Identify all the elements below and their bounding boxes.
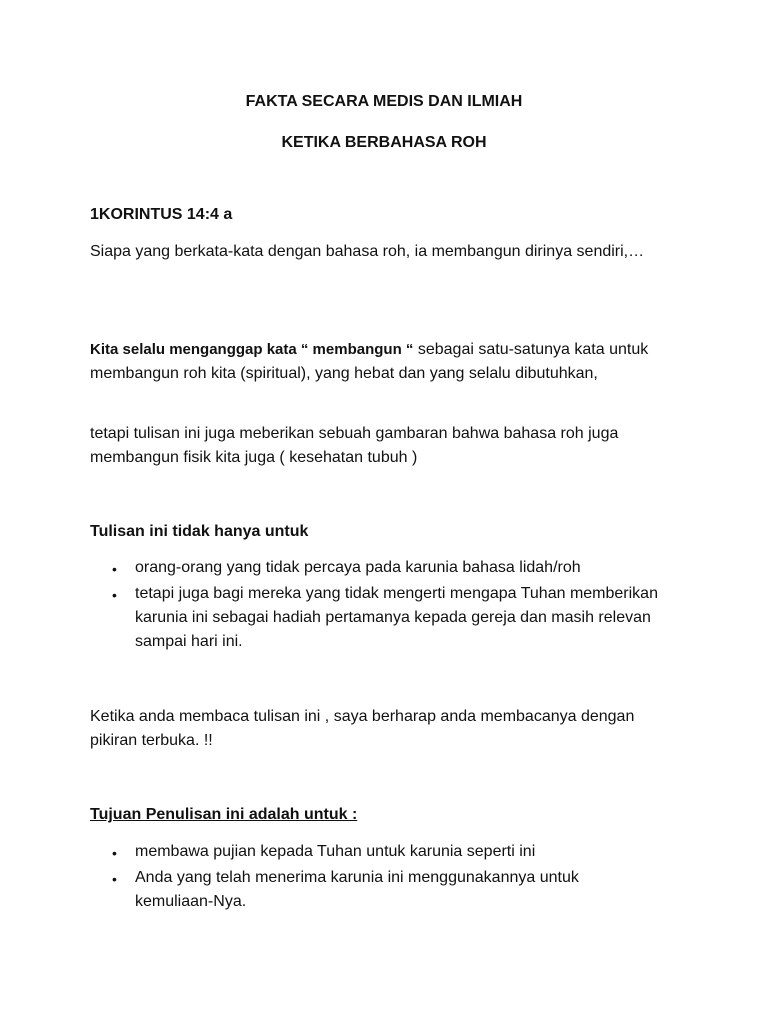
bullet-icon: • [112,561,117,577]
paragraph-1 [90,338,680,386]
title-line-2: KETIKA BERBAHASA ROH [281,134,487,151]
paragraph-2: tetapi tulisan ini juga meberikan sebuah gambaran bahwa bahasa roh juga membangun fisik kita juga ( kesehatan tubuh ) [90,425,619,466]
section-2-heading: Tujuan Penulisan ini adalah untuk : [90,806,358,823]
verse-reference: 1KORINTUS 14:4 a [90,206,233,223]
bullet-icon: • [112,871,117,887]
section-2-item-1: membawa pujian kepada Tuhan untuk karunia seperti ini [135,843,536,860]
section-1-item-1: orang-orang yang tidak percaya pada karunia bahasa lidah/roh [135,559,581,576]
section-1-heading: Tulisan ini tidak hanya untuk [90,523,309,540]
paragraph-1-rest: sebagai satu-satunya kata untuk membangun roh kita (spiritual), yang hebat dan yang selalu dibutuhkan, [90,341,649,382]
bullet-icon: • [112,587,117,603]
title-line-1: FAKTA SECARA MEDIS DAN ILMIAH [245,93,523,110]
bullet-icon: • [112,845,117,861]
section-2-item-2: Anda yang telah menerima karunia ini menggunakannya untuk kemuliaan-Nya. [135,869,579,910]
verse-text: Siapa yang berkata-kata dengan bahasa roh, ia membangun dirinya sendiri,… [90,243,645,260]
paragraph-3: Ketika anda membaca tulisan ini , saya berharap anda membacanya dengan pikiran terbuka. !! [90,708,635,749]
paragraph-1-bold-prefix: Kita selalu menganggap kata “ membangun “ [90,341,414,358]
section-1-item-2: tetapi juga bagi mereka yang tidak mengerti mengapa Tuhan memberikan karunia ini sebagai hadiah pertamanya kepada gereja dan masih relevan sampai hari ini. [135,585,658,650]
